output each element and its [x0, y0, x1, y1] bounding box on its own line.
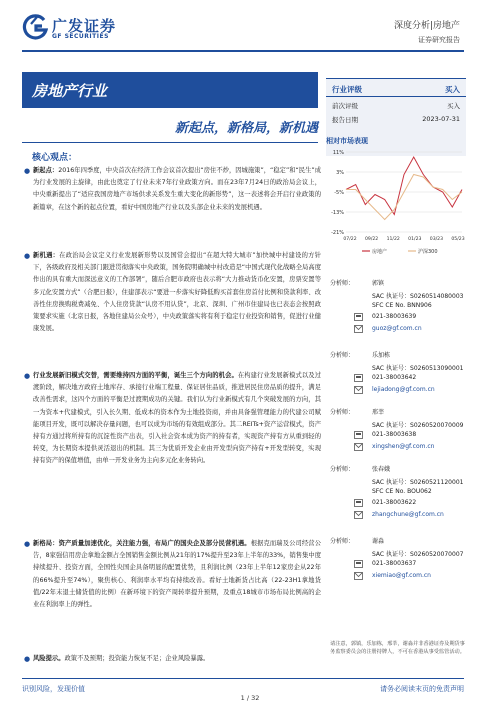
- analyst-sfc: SFC CE No. BNN906: [372, 302, 432, 309]
- phone-icon: [354, 313, 363, 321]
- legend-label: 沪深300: [418, 249, 438, 255]
- phone-icon: [354, 560, 363, 568]
- analyst-role: 分析师：: [330, 466, 355, 473]
- analyst-email: xiemiao@gf.com.cn: [372, 572, 431, 579]
- industry-title: 房地产行业: [32, 82, 108, 100]
- bullet-icon: ●: [24, 167, 31, 175]
- phone-icon: [354, 431, 363, 439]
- core-heading: 核心观点：: [32, 153, 78, 163]
- bullet-icon: ●: [24, 372, 31, 380]
- brand-name-en: GF SECURITIES: [52, 33, 109, 40]
- y-tick-label: 11%: [332, 150, 344, 156]
- analyst-email: zhangchune@gf.com.cn: [372, 511, 444, 518]
- x-tick-label: 03/23: [429, 237, 444, 242]
- prev-rating-value: 买入: [447, 102, 460, 110]
- x-tick-label: 11/22: [386, 237, 400, 242]
- rating-value: 买入: [445, 85, 460, 94]
- report-category: 深度分析|房地产: [393, 21, 460, 31]
- email-icon: [354, 325, 363, 333]
- analyst-phone: 021-38003642: [372, 374, 417, 381]
- analyst-email: guoz@gf.com.cn: [372, 325, 422, 332]
- analyst-role: 分析师：: [330, 409, 355, 416]
- email-icon: [354, 511, 363, 519]
- phone-icon: [354, 499, 363, 507]
- analyst-name: 谢淼: [372, 538, 385, 545]
- phone-icon: [354, 374, 363, 382]
- paragraph-lead: 行业发展新旧模式交替，需要维持四方面的平衡，诞生三个方向的机会。: [33, 372, 238, 379]
- paragraph-lead: 新格局：资产质量加速优化，关注能力强，布局广的国央企及部分民营机遇。: [33, 540, 251, 547]
- footer-disclaimer: 请务必阅读末页的免责声明: [380, 685, 464, 693]
- series-line-0: [346, 157, 462, 215]
- report-date-value: 2023-07-31: [422, 115, 460, 123]
- paragraph-5: [24, 653, 321, 665]
- analyst-name: 邢莘: [372, 409, 385, 416]
- email-icon: [354, 386, 363, 394]
- y-tick-label: 3%: [336, 170, 344, 176]
- paragraph-1: [24, 165, 321, 214]
- subtitle-divider: [22, 142, 318, 143]
- paragraph-text: 在政治局会议定义行业发展新形势以及国常会提出“在超大特大城市”加快城中村建设的方针下，各级政府及相关部门跟进贯彻落实中央政策，国务院明确城中村改造是“中国式现代化战略全局高度作出的具有重大而深远意义的工作部署”，随后合肥市政府也表示将“大力推动货币化安置，房票安置等多元化安置方式”（合肥日报），住建部表示“要进一步落实好降低购买首套住房首付比例和贷款利率、改善性住房换购税费减免、个人住房贷款“认房不用认贷”，北京、深圳、广州市住建局也已表态会按照政策要求实施（北京日报，各地住建局公众号），中央政策落实将有利于稳定行业投资和销售，促进行业健康发展。: [33, 252, 322, 333]
- bullet-icon: ●: [24, 540, 31, 548]
- analyst-email: xingshen@gf.com.cn: [372, 443, 435, 450]
- gf-logo-icon: [22, 14, 48, 40]
- bullet-icon: ●: [24, 252, 31, 260]
- analyst-email: lejiadong@gf.com.cn: [372, 386, 435, 393]
- paragraph-text: 政策不及预期；投资能力恢复不足；企业风险暴露。: [64, 655, 210, 662]
- x-tick-label: 09/22: [364, 237, 379, 242]
- paragraph-4: [24, 538, 322, 611]
- analyst-name: 乐加栋: [372, 352, 391, 359]
- analyst-role: 分析师：: [330, 280, 355, 287]
- series-line-1: [346, 175, 462, 220]
- email-icon: [354, 443, 363, 451]
- y-tick-label: -13%: [331, 210, 344, 216]
- analyst-sac: SAC 执证号：S0260513090001: [372, 365, 464, 372]
- paragraph-text: 2016年四季度，中央首次在经济工作会议首次提出“房住不炒，因城施策”，“稳定”和“民生”成为行业发展的主旋律，由此也奠定了行业未来7年行业政策方向。而在23年7月24日的政治局会议上，中央重新提出了“适应我国房地产市场供求关系发生重大变化的新形势”，这一表述将会开启行业政策的新篇章，在这个新的起点位置，看好中国房地产行业以及头部企业未来的发展机遇。: [33, 167, 321, 211]
- analyst-sac: SAC 执证号：S0260520070009: [372, 422, 464, 429]
- report-type: 证券研究报告: [418, 36, 460, 44]
- footer-divider: [22, 678, 464, 679]
- analyst-name: 张春娥: [372, 466, 391, 473]
- report-date-label: 报告日期: [332, 116, 358, 124]
- x-tick-label: 05/23: [451, 237, 465, 242]
- paragraph-text: 在构建行业发展新模式以及过渡阶段，解决地方政府土地库存、承接行业端工程量、保证居住品质，推进居民住房品质的提升，满足改善性需求，这四个方面的平衡是过渡期成功的关键。我们认为行业新模式有几个突破发展的方向，其一为资本+代建模式，引入长久期、低成本的资本作为土地投资商，并由具备强管理能力的代建公司赋能项目开发，既可以解决存量问题，也可以成为市场的有效组成部分。其二REITs+资产运营模式，资产持有方通过将所持有的沉淀性资产出表，引入社会资本成为资产的持有者，实现资产持有方从重到轻的转变，为长期资本提供灵活退出的机制。其三为优质开发企业由开发型向资产持有+开发型转变，实现持有资产的保值增值，由单一开发业务为主向多元化业务转向。: [33, 372, 321, 465]
- analyst-sac: SAC 执证号：S0260520070007: [372, 551, 464, 558]
- x-tick-label: 07/22: [343, 237, 357, 242]
- analyst-phone: 021-38003637: [372, 560, 417, 567]
- paragraph-lead: 新机遇：: [33, 252, 60, 259]
- analyst-phone: 021-38003639: [372, 313, 417, 320]
- paragraph-lead: 风险提示。: [33, 655, 65, 662]
- rating-label: 行业评级: [332, 85, 362, 94]
- bullet-icon: ●: [24, 655, 31, 663]
- page-number: 1 / 32: [240, 694, 260, 702]
- y-tick-label: -5%: [334, 190, 344, 196]
- legend-label: 房地产: [372, 249, 388, 255]
- x-tick-label: 01/23: [408, 237, 422, 242]
- analyst-phone: 021-38003622: [372, 499, 417, 506]
- report-subtitle: 新起点，新格局，新机遇: [174, 121, 318, 136]
- analyst-sfc: SFC CE No. BOU062: [372, 488, 432, 495]
- y-tick-label: -21%: [331, 230, 344, 236]
- rating-divider: [326, 96, 466, 97]
- prev-rating-label: 前次评级: [332, 102, 358, 110]
- analyst-sac: SAC 执证号：S0260514080003: [372, 293, 464, 300]
- analyst-role: 分析师：: [330, 538, 355, 545]
- paragraph-lead: 新起点：: [33, 167, 59, 174]
- performance-chart: [326, 148, 466, 258]
- paragraph-2: [24, 250, 322, 335]
- paragraph-3: [24, 370, 321, 468]
- analyst-phone: 021-38003638: [372, 431, 417, 438]
- analyst-sac: SAC 执证号：S0260521120001: [372, 479, 464, 486]
- performance-title: 相对市场表现: [326, 137, 368, 145]
- analyst-name: 郭镇: [372, 280, 385, 287]
- brand-name: 广发证券: [52, 17, 117, 35]
- analyst-role: 分析师：: [330, 352, 355, 359]
- header-divider: [22, 50, 464, 52]
- license-note: 请注意，郭镇，乐加栋，邢莘，谢淼并非香港证券及期货事务监察委员会的注册持牌人，不可在香港从事受监管活动。: [330, 641, 465, 655]
- paragraph-text: 根据克而瑞及公司经营公告，8家强信用房企拿地金额占全国销售金额比例从21年的17%提升至23年上半年的33%，销售集中度持续提升、投资方面，全国性央国企具备明显的配置优势，且利润比例（23年上半年12家房企从22年的66%提升至74%），聚焦核心、利润率水平均有持续改善。看好土地新货占比高（22-23H1拿地货值/22年末退土储货值的比例）在新环境下的资产周转率提升预期，及重点18城市市场布局比例高的企业在利润率上的弹性。: [33, 540, 322, 609]
- email-icon: [354, 572, 363, 580]
- footer-slogan: 识别风险，发现价值: [22, 685, 85, 693]
